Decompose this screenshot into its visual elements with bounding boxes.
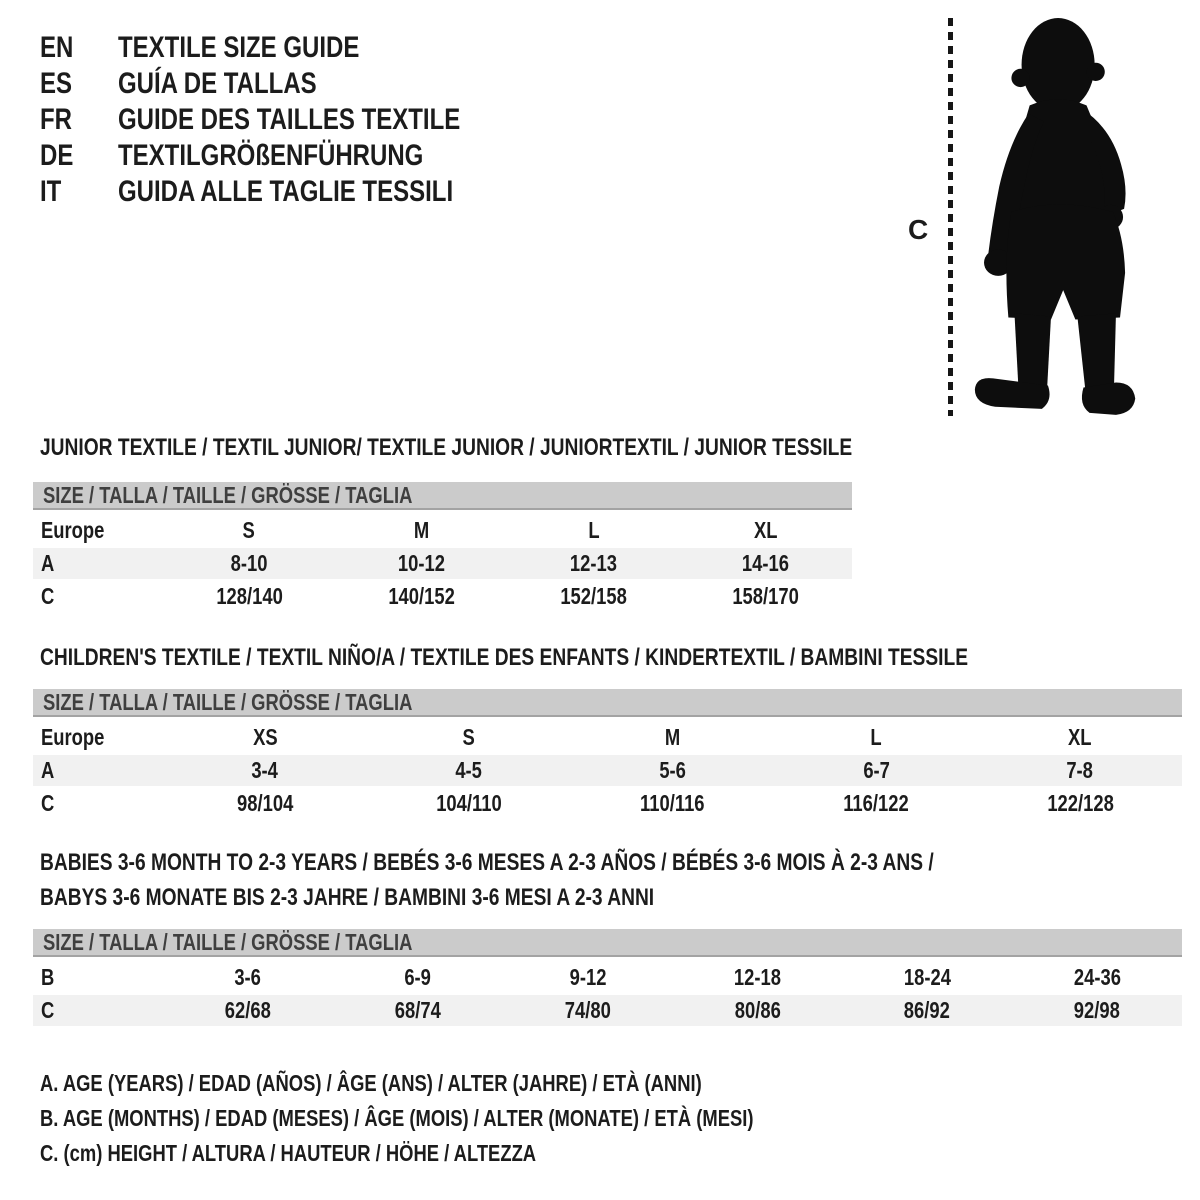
language-code: IT [40,175,62,208]
table-cell: 8-10 [230,550,268,576]
row-label: C [41,790,55,816]
row-label: B [41,964,55,990]
height-measure-line [948,18,953,416]
table-cell: 122/128 [1046,790,1114,816]
language-code: ES [40,67,73,100]
legend-line-b [40,1101,932,1136]
table-cell: 6-7 [862,757,890,783]
height-measure-label: C [908,214,929,245]
row-label: A [41,550,55,576]
language-row [40,102,546,138]
size-header-text: SIZE / TALLA / TAILLE / GRÖSSE / TAGLIA [43,928,413,955]
table-cell: 18-24 [903,964,951,990]
table-cell: 4-5 [455,757,482,783]
babies-section-title-line2 [40,884,808,912]
size-header-bar [33,482,852,510]
table-cell: 10-12 [397,550,445,576]
babies-size-table [33,929,1182,1028]
language-row [40,174,546,210]
toddler-silhouette-icon [962,14,1140,420]
table-row [33,755,1182,786]
column-header: L [870,724,882,750]
size-header-bar [33,929,1182,957]
language-code: EN [40,31,74,64]
table-cell: 14-16 [742,550,790,576]
guide-title: TEXTILE SIZE GUIDE [118,31,360,64]
row-label: C [41,583,55,609]
table-cell: 7-8 [1066,757,1094,783]
table-cell: 68/74 [394,997,441,1023]
babies-section-title-line1 [40,849,1157,877]
language-row [40,30,546,66]
column-header: M [664,724,681,750]
table-cell: 158/170 [732,583,800,609]
table-row [33,788,1182,819]
table-cell: 110/116 [640,790,705,816]
table-cell: 116/122 [843,790,910,816]
table-cell: 140/152 [388,583,455,609]
row-label: A [41,757,55,783]
children-section-title [40,644,1200,672]
guide-title: TEXTILGRÖßENFÜHRUNG [118,139,424,172]
column-header: XL [754,517,778,543]
measure-legend [40,1066,932,1171]
legend-line-a-text: A. AGE (YEARS) / EDAD (AÑOS) / ÂGE (ANS) / ALTER (JAHRE) / ETÀ (ANNI) [40,1070,702,1096]
table-cell: 12-13 [570,550,618,576]
language-title-list [40,30,546,210]
table-cell: 6-9 [404,964,432,990]
table-cell: 98/104 [236,790,294,816]
language-code: DE [40,139,74,172]
table-cell: 86/92 [904,997,951,1023]
table-cell: 74/80 [564,997,611,1023]
table-header-row [33,515,852,546]
babies-section-title-text: BABIES 3-6 MONTH TO 2-3 YEARS / BEBÉS 3-6 MESES A 2-3 AÑOS / BÉBÉS 3-6 MOIS À 2-3 ANS / [40,849,934,876]
size-header-text: SIZE / TALLA / TAILLE / GRÖSSE / TAGLIA [43,481,413,508]
table-cell: 80/86 [734,997,781,1023]
table-cell: 3-4 [251,757,279,783]
table-cell: 62/68 [224,997,271,1023]
table-cell: 128/140 [215,583,283,609]
language-row [40,66,546,102]
junior-size-table [33,482,852,614]
column-header: S [242,517,256,543]
column-header: Europe [41,724,105,750]
guide-title: GUIDA ALLE TAGLIE TESSILI [118,175,454,208]
table-cell: 3-6 [234,964,262,990]
table-row [33,548,852,579]
table-header-row [33,722,1182,753]
legend-line-b-text: B. AGE (MONTHS) / EDAD (MESES) / ÂGE (MOIS) / ALTER (MONATE) / ETÀ (MESI) [40,1105,754,1131]
children-section-title-text: CHILDREN'S TEXTILE / TEXTIL NIÑO/A / TEXTILE DES ENFANTS / KINDERTEXTIL / BAMBINI TESSILE [40,644,969,671]
table-cell: 92/98 [1074,997,1121,1023]
table-cell: 152/158 [560,583,627,609]
junior-section-title [40,434,1055,462]
column-header: S [462,724,475,750]
column-header: L [588,517,600,543]
table-cell: 104/110 [435,790,502,816]
size-header-bar [33,689,1182,717]
table-row [33,581,852,612]
table-row [33,962,1182,993]
column-header: XL [1068,724,1092,750]
table-cell: 12-18 [733,964,781,990]
junior-section-title-text: JUNIOR TEXTILE / TEXTIL JUNIOR/ TEXTILE JUNIOR / JUNIORTEXTIL / JUNIOR TESSILE [40,434,853,461]
column-header: Europe [41,517,105,543]
babies-section-title-text: BABYS 3-6 MONATE BIS 2-3 JAHRE / BAMBINI 3-6 MESI A 2-3 ANNI [40,884,655,911]
legend-line-a [40,1066,932,1101]
language-code: FR [40,103,72,136]
guide-title: GUIDE DES TAILLES TEXTILE [118,103,461,136]
table-row [33,995,1182,1026]
size-header-text: SIZE / TALLA / TAILLE / GRÖSSE / TAGLIA [43,688,413,715]
column-header: XS [252,724,278,750]
table-cell: 9-12 [569,964,606,990]
row-label: C [41,997,55,1023]
guide-title: GUÍA DE TALLAS [118,67,317,100]
legend-line-c [40,1136,932,1171]
table-cell: 5-6 [659,757,686,783]
language-row [40,138,546,174]
table-cell: 24-36 [1073,964,1121,990]
legend-line-c-text: C. (cm) HEIGHT / ALTURA / HAUTEUR / HÖHE / ALTEZZA [40,1140,537,1166]
column-header: M [413,517,430,543]
children-size-table [33,689,1182,821]
